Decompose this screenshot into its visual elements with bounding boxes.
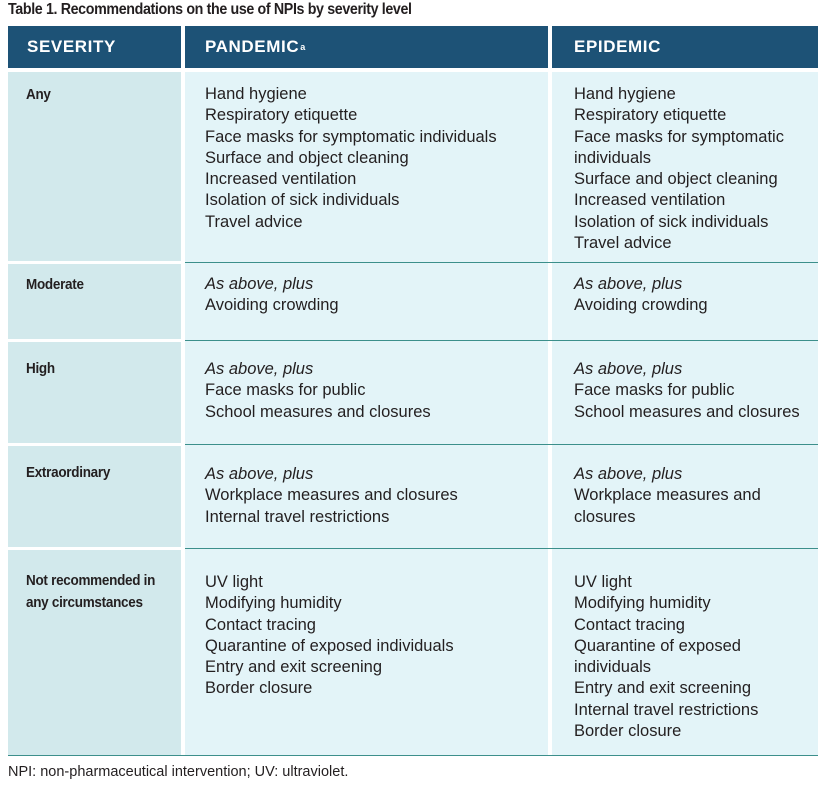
severity-label: Moderate	[26, 277, 84, 293]
epidemic-item: Increased ventilation	[574, 191, 726, 210]
severity-label: Not recommended in any circumstances	[26, 573, 156, 611]
row-divider	[185, 444, 818, 445]
epidemic-item: Respiratory etiquette	[574, 106, 727, 125]
pandemic-cell	[185, 262, 548, 340]
pandemic-item: Hand hygiene	[205, 85, 307, 103]
epidemic-item: Internal travel restrictions	[574, 700, 759, 719]
pandemic-item: School measures and closures	[205, 402, 431, 421]
pandemic-item: Contact tracing	[205, 615, 316, 634]
pandemic-item: Avoiding crowding	[205, 296, 339, 315]
epidemic-item: Entry and exit screening	[574, 679, 752, 698]
epidemic-item: As above, plus	[574, 360, 683, 378]
epidemic-item: As above, plus	[574, 275, 683, 293]
pandemic-item: UV light	[205, 573, 263, 591]
header-epidemic-label: EPIDEMIC	[574, 37, 661, 56]
table-footnote: NPI: non-pharmaceutical intervention; UV: ultraviolet.	[8, 764, 349, 780]
pandemic-item: Face masks for public	[205, 381, 366, 400]
severity-divider	[8, 261, 181, 264]
row-divider	[185, 548, 818, 549]
row-divider	[185, 262, 818, 263]
header-epidemic	[552, 26, 818, 68]
header-pandemic-footnote-mark: a	[300, 42, 306, 52]
epidemic-cell	[552, 72, 818, 262]
severity-divider	[8, 339, 181, 342]
epidemic-item: Modifying humidity	[574, 594, 711, 613]
epidemic-item: Quarantine of exposed individuals	[574, 636, 741, 677]
epidemic-item: School measures and closures	[574, 402, 800, 421]
epidemic-item: Contact tracing	[574, 615, 685, 634]
epidemic-item: Workplace measures and closures	[574, 486, 761, 526]
epidemic-item: Isolation of sick individuals	[574, 212, 769, 231]
pandemic-item: Entry and exit screening	[205, 658, 383, 677]
header-pandemic-label: PANDEMIC	[205, 37, 300, 56]
severity-divider	[8, 443, 181, 446]
pandemic-cell	[185, 72, 548, 262]
pandemic-cell	[185, 340, 548, 444]
epidemic-item: Hand hygiene	[574, 85, 676, 103]
table-bottom-border	[8, 755, 818, 756]
recommendations-table	[8, 26, 818, 756]
pandemic-item: Workplace measures and closures	[205, 486, 458, 505]
table-title: Table 1. Recommendations on the use of NPIs by severity level	[8, 1, 412, 18]
pandemic-item: Face masks for symptomatic individuals	[205, 127, 497, 146]
pandemic-item: As above, plus	[205, 360, 314, 378]
row-divider	[185, 340, 818, 341]
pandemic-item: Isolation of sick individuals	[205, 191, 400, 210]
epidemic-item: Face masks for symptomatic individuals	[574, 127, 784, 167]
severity-column	[8, 72, 181, 756]
epidemic-item: Surface and object cleaning	[574, 170, 778, 189]
header-severity-label: SEVERITY	[27, 37, 116, 56]
pandemic-cell	[185, 444, 548, 548]
pandemic-item: Border closure	[205, 679, 313, 698]
header-pandemic	[185, 26, 548, 68]
epidemic-item: Avoiding crowding	[574, 296, 708, 315]
epidemic-item: Travel advice	[574, 234, 672, 253]
pandemic-item: Modifying humidity	[205, 594, 342, 613]
pandemic-item: Internal travel restrictions	[205, 507, 390, 526]
pandemic-item: As above, plus	[205, 275, 314, 293]
pandemic-item: Travel advice	[205, 212, 303, 231]
epidemic-item: Border closure	[574, 722, 682, 741]
epidemic-item: As above, plus	[574, 465, 683, 483]
severity-label: Extraordinary	[26, 465, 111, 481]
epidemic-cell	[552, 444, 818, 548]
pandemic-item: Increased ventilation	[205, 170, 357, 189]
pandemic-cell	[185, 548, 548, 756]
severity-divider	[8, 547, 181, 550]
pandemic-item: Surface and object cleaning	[205, 148, 409, 167]
pandemic-item: Quarantine of exposed individuals	[205, 636, 454, 655]
pandemic-item: As above, plus	[205, 465, 314, 483]
epidemic-cell	[552, 340, 818, 444]
epidemic-item: UV light	[574, 573, 632, 591]
severity-label: Any	[26, 87, 51, 103]
header-severity	[8, 26, 181, 68]
pandemic-item: Respiratory etiquette	[205, 106, 358, 125]
epidemic-cell	[552, 548, 818, 756]
epidemic-cell	[552, 262, 818, 340]
severity-label: High	[26, 361, 55, 377]
epidemic-item: Face masks for public	[574, 381, 735, 400]
